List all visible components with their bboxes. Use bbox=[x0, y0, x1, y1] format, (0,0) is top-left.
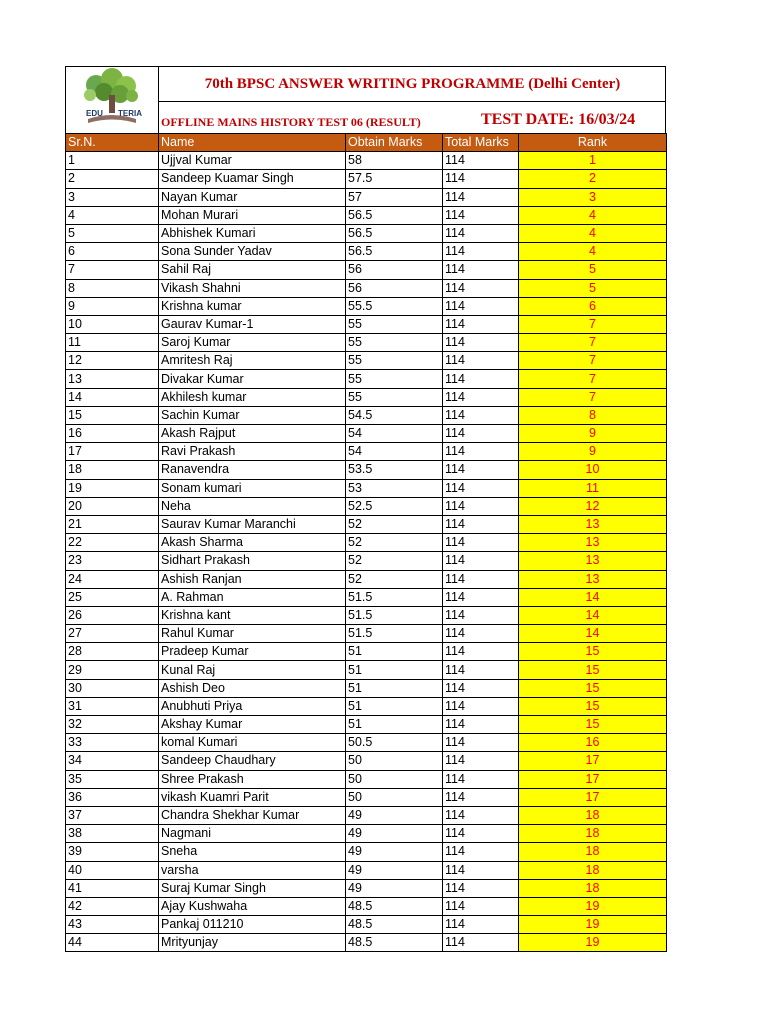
cell-srno: 6 bbox=[66, 243, 159, 261]
cell-total-marks: 114 bbox=[443, 697, 519, 715]
cell-rank: 18 bbox=[519, 825, 667, 843]
cell-total-marks: 114 bbox=[443, 806, 519, 824]
cell-obtain-marks: 50 bbox=[346, 788, 443, 806]
col-header-total-marks: Total Marks bbox=[443, 134, 519, 152]
cell-name: Pankaj 011210 bbox=[159, 916, 346, 934]
cell-rank: 19 bbox=[519, 916, 667, 934]
cell-obtain-marks: 52 bbox=[346, 570, 443, 588]
cell-srno: 24 bbox=[66, 570, 159, 588]
cell-total-marks: 114 bbox=[443, 788, 519, 806]
table-row bbox=[66, 861, 667, 879]
cell-total-marks: 114 bbox=[443, 279, 519, 297]
cell-rank: 11 bbox=[519, 479, 667, 497]
cell-obtain-marks: 50 bbox=[346, 752, 443, 770]
cell-rank: 4 bbox=[519, 243, 667, 261]
cell-obtain-marks: 48.5 bbox=[346, 934, 443, 952]
cell-obtain-marks: 55 bbox=[346, 352, 443, 370]
result-sheet bbox=[65, 66, 666, 952]
cell-rank: 14 bbox=[519, 588, 667, 606]
cell-srno: 32 bbox=[66, 716, 159, 734]
table-row bbox=[66, 170, 667, 188]
cell-obtain-marks: 55 bbox=[346, 370, 443, 388]
table-row bbox=[66, 388, 667, 406]
test-subtitle: OFFLINE MAINS HISTORY TEST 06 (RESULT) bbox=[161, 115, 421, 129]
table-row bbox=[66, 297, 667, 315]
cell-name: Amritesh Raj bbox=[159, 352, 346, 370]
cell-rank: 15 bbox=[519, 661, 667, 679]
cell-rank: 7 bbox=[519, 388, 667, 406]
cell-name: Neha bbox=[159, 497, 346, 515]
cell-name: Sachin Kumar bbox=[159, 406, 346, 424]
cell-total-marks: 114 bbox=[443, 461, 519, 479]
cell-rank: 18 bbox=[519, 879, 667, 897]
cell-rank: 14 bbox=[519, 606, 667, 624]
table-row bbox=[66, 661, 667, 679]
table-row bbox=[66, 679, 667, 697]
cell-rank: 18 bbox=[519, 806, 667, 824]
cell-total-marks: 114 bbox=[443, 243, 519, 261]
cell-name: A. Rahman bbox=[159, 588, 346, 606]
table-row bbox=[66, 843, 667, 861]
cell-srno: 40 bbox=[66, 861, 159, 879]
cell-name: Pradeep Kumar bbox=[159, 643, 346, 661]
cell-obtain-marks: 55 bbox=[346, 388, 443, 406]
cell-obtain-marks: 54 bbox=[346, 443, 443, 461]
cell-rank: 19 bbox=[519, 897, 667, 915]
cell-name: Ujjval Kumar bbox=[159, 152, 346, 170]
cell-total-marks: 114 bbox=[443, 515, 519, 533]
table-row bbox=[66, 406, 667, 424]
cell-total-marks: 114 bbox=[443, 879, 519, 897]
cell-total-marks: 114 bbox=[443, 625, 519, 643]
cell-name: Sandeep Kuamar Singh bbox=[159, 170, 346, 188]
cell-total-marks: 114 bbox=[443, 534, 519, 552]
cell-total-marks: 114 bbox=[443, 843, 519, 861]
cell-total-marks: 114 bbox=[443, 934, 519, 952]
cell-total-marks: 114 bbox=[443, 897, 519, 915]
cell-name: Abhishek Kumari bbox=[159, 224, 346, 242]
cell-rank: 6 bbox=[519, 297, 667, 315]
table-row bbox=[66, 206, 667, 224]
cell-name: Akshay Kumar bbox=[159, 716, 346, 734]
table-row bbox=[66, 697, 667, 715]
cell-srno: 18 bbox=[66, 461, 159, 479]
cell-total-marks: 114 bbox=[443, 388, 519, 406]
cell-total-marks: 114 bbox=[443, 224, 519, 242]
cell-name: Mohan Murari bbox=[159, 206, 346, 224]
cell-rank: 7 bbox=[519, 370, 667, 388]
cell-obtain-marks: 51.5 bbox=[346, 625, 443, 643]
cell-srno: 11 bbox=[66, 334, 159, 352]
cell-rank: 2 bbox=[519, 170, 667, 188]
cell-rank: 15 bbox=[519, 643, 667, 661]
cell-total-marks: 114 bbox=[443, 443, 519, 461]
table-row bbox=[66, 879, 667, 897]
table-row bbox=[66, 443, 667, 461]
results-table bbox=[65, 133, 667, 952]
table-row bbox=[66, 279, 667, 297]
svg-text:TERIA: TERIA bbox=[118, 109, 142, 118]
cell-rank: 13 bbox=[519, 552, 667, 570]
cell-total-marks: 114 bbox=[443, 716, 519, 734]
cell-total-marks: 114 bbox=[443, 261, 519, 279]
cell-name: Suraj Kumar Singh bbox=[159, 879, 346, 897]
table-row bbox=[66, 770, 667, 788]
cell-total-marks: 114 bbox=[443, 315, 519, 333]
cell-name: Shree Prakash bbox=[159, 770, 346, 788]
cell-name: Saurav Kumar Maranchi bbox=[159, 515, 346, 533]
cell-total-marks: 114 bbox=[443, 352, 519, 370]
table-row bbox=[66, 752, 667, 770]
cell-name: Ashish Deo bbox=[159, 679, 346, 697]
page-title: 70th BPSC ANSWER WRITING PROGRAMME (Delhi Center) bbox=[159, 67, 666, 102]
cell-name: Saroj Kumar bbox=[159, 334, 346, 352]
table-row bbox=[66, 261, 667, 279]
cell-name: Akash Sharma bbox=[159, 534, 346, 552]
cell-srno: 23 bbox=[66, 552, 159, 570]
cell-srno: 33 bbox=[66, 734, 159, 752]
table-row bbox=[66, 515, 667, 533]
cell-srno: 13 bbox=[66, 370, 159, 388]
cell-rank: 5 bbox=[519, 279, 667, 297]
cell-obtain-marks: 54 bbox=[346, 425, 443, 443]
cell-rank: 15 bbox=[519, 697, 667, 715]
table-row bbox=[66, 788, 667, 806]
cell-name: Gaurav Kumar-1 bbox=[159, 315, 346, 333]
cell-rank: 13 bbox=[519, 515, 667, 533]
table-row bbox=[66, 461, 667, 479]
cell-obtain-marks: 56.5 bbox=[346, 243, 443, 261]
cell-rank: 17 bbox=[519, 752, 667, 770]
cell-name: Ranavendra bbox=[159, 461, 346, 479]
cell-srno: 9 bbox=[66, 297, 159, 315]
cell-total-marks: 114 bbox=[443, 825, 519, 843]
cell-srno: 19 bbox=[66, 479, 159, 497]
cell-rank: 4 bbox=[519, 224, 667, 242]
col-header-rank: Rank bbox=[519, 134, 667, 152]
cell-srno: 17 bbox=[66, 443, 159, 461]
cell-obtain-marks: 58 bbox=[346, 152, 443, 170]
cell-srno: 27 bbox=[66, 625, 159, 643]
cell-total-marks: 114 bbox=[443, 588, 519, 606]
cell-total-marks: 114 bbox=[443, 770, 519, 788]
cell-total-marks: 114 bbox=[443, 425, 519, 443]
cell-name: Anubhuti Priya bbox=[159, 697, 346, 715]
cell-rank: 17 bbox=[519, 770, 667, 788]
cell-srno: 41 bbox=[66, 879, 159, 897]
cell-total-marks: 114 bbox=[443, 334, 519, 352]
test-date: TEST DATE: 16/03/24 bbox=[481, 111, 636, 128]
cell-obtain-marks: 56 bbox=[346, 279, 443, 297]
cell-total-marks: 114 bbox=[443, 606, 519, 624]
cell-name: Akhilesh kumar bbox=[159, 388, 346, 406]
table-row bbox=[66, 716, 667, 734]
cell-name: vikash Kuamri Parit bbox=[159, 788, 346, 806]
cell-name: Vikash Shahni bbox=[159, 279, 346, 297]
cell-obtain-marks: 55.5 bbox=[346, 297, 443, 315]
table-header-row bbox=[66, 134, 667, 152]
table-row bbox=[66, 643, 667, 661]
cell-srno: 7 bbox=[66, 261, 159, 279]
cell-srno: 43 bbox=[66, 916, 159, 934]
table-row bbox=[66, 479, 667, 497]
table-row bbox=[66, 243, 667, 261]
table-row bbox=[66, 224, 667, 242]
cell-srno: 35 bbox=[66, 770, 159, 788]
cell-rank: 1 bbox=[519, 152, 667, 170]
cell-srno: 34 bbox=[66, 752, 159, 770]
cell-name: Divakar Kumar bbox=[159, 370, 346, 388]
cell-name: Akash Rajput bbox=[159, 425, 346, 443]
cell-rank: 18 bbox=[519, 861, 667, 879]
cell-name: Sonam kumari bbox=[159, 479, 346, 497]
cell-srno: 38 bbox=[66, 825, 159, 843]
cell-name: Chandra Shekhar Kumar bbox=[159, 806, 346, 824]
cell-name: Sneha bbox=[159, 843, 346, 861]
cell-rank: 13 bbox=[519, 534, 667, 552]
table-row bbox=[66, 497, 667, 515]
cell-rank: 15 bbox=[519, 716, 667, 734]
table-row bbox=[66, 916, 667, 934]
cell-rank: 13 bbox=[519, 570, 667, 588]
cell-srno: 5 bbox=[66, 224, 159, 242]
table-row bbox=[66, 534, 667, 552]
cell-name: Sandeep Chaudhary bbox=[159, 752, 346, 770]
cell-rank: 16 bbox=[519, 734, 667, 752]
cell-obtain-marks: 57.5 bbox=[346, 170, 443, 188]
cell-name: Kunal Raj bbox=[159, 661, 346, 679]
cell-name: Sona Sunder Yadav bbox=[159, 243, 346, 261]
cell-srno: 39 bbox=[66, 843, 159, 861]
col-header-obtain-marks: Obtain Marks bbox=[346, 134, 443, 152]
cell-rank: 3 bbox=[519, 188, 667, 206]
cell-obtain-marks: 49 bbox=[346, 825, 443, 843]
cell-rank: 7 bbox=[519, 352, 667, 370]
table-row bbox=[66, 188, 667, 206]
col-header-srno: Sr.N. bbox=[66, 134, 159, 152]
cell-obtain-marks: 49 bbox=[346, 806, 443, 824]
cell-obtain-marks: 54.5 bbox=[346, 406, 443, 424]
cell-rank: 7 bbox=[519, 315, 667, 333]
cell-rank: 9 bbox=[519, 443, 667, 461]
logo-cell bbox=[66, 67, 159, 133]
cell-name: varsha bbox=[159, 861, 346, 879]
table-row bbox=[66, 334, 667, 352]
cell-rank: 7 bbox=[519, 334, 667, 352]
cell-obtain-marks: 52 bbox=[346, 515, 443, 533]
cell-srno: 2 bbox=[66, 170, 159, 188]
table-row bbox=[66, 934, 667, 952]
cell-total-marks: 114 bbox=[443, 170, 519, 188]
table-row bbox=[66, 625, 667, 643]
cell-rank: 8 bbox=[519, 406, 667, 424]
cell-obtain-marks: 53.5 bbox=[346, 461, 443, 479]
cell-total-marks: 114 bbox=[443, 861, 519, 879]
cell-obtain-marks: 51 bbox=[346, 679, 443, 697]
cell-srno: 30 bbox=[66, 679, 159, 697]
cell-name: komal Kumari bbox=[159, 734, 346, 752]
cell-obtain-marks: 51 bbox=[346, 643, 443, 661]
cell-total-marks: 114 bbox=[443, 497, 519, 515]
cell-srno: 36 bbox=[66, 788, 159, 806]
cell-total-marks: 114 bbox=[443, 370, 519, 388]
cell-rank: 14 bbox=[519, 625, 667, 643]
cell-name: Ashish Ranjan bbox=[159, 570, 346, 588]
cell-total-marks: 114 bbox=[443, 206, 519, 224]
cell-obtain-marks: 51 bbox=[346, 697, 443, 715]
cell-srno: 26 bbox=[66, 606, 159, 624]
cell-srno: 4 bbox=[66, 206, 159, 224]
cell-name: Ravi Prakash bbox=[159, 443, 346, 461]
cell-name: Sahil Raj bbox=[159, 261, 346, 279]
cell-obtain-marks: 57 bbox=[346, 188, 443, 206]
cell-obtain-marks: 56 bbox=[346, 261, 443, 279]
table-row bbox=[66, 370, 667, 388]
table-row bbox=[66, 606, 667, 624]
cell-rank: 5 bbox=[519, 261, 667, 279]
cell-srno: 29 bbox=[66, 661, 159, 679]
cell-srno: 25 bbox=[66, 588, 159, 606]
table-row bbox=[66, 734, 667, 752]
cell-obtain-marks: 51 bbox=[346, 661, 443, 679]
cell-obtain-marks: 53 bbox=[346, 479, 443, 497]
cell-name: Ajay Kushwaha bbox=[159, 897, 346, 915]
cell-srno: 15 bbox=[66, 406, 159, 424]
cell-srno: 10 bbox=[66, 315, 159, 333]
cell-srno: 8 bbox=[66, 279, 159, 297]
cell-total-marks: 114 bbox=[443, 752, 519, 770]
cell-obtain-marks: 50 bbox=[346, 770, 443, 788]
cell-obtain-marks: 51.5 bbox=[346, 588, 443, 606]
cell-total-marks: 114 bbox=[443, 916, 519, 934]
table-row bbox=[66, 825, 667, 843]
cell-srno: 44 bbox=[66, 934, 159, 952]
cell-name: Krishna kumar bbox=[159, 297, 346, 315]
table-row bbox=[66, 315, 667, 333]
sheet-header bbox=[65, 66, 666, 133]
table-row bbox=[66, 806, 667, 824]
cell-obtain-marks: 55 bbox=[346, 334, 443, 352]
cell-srno: 1 bbox=[66, 152, 159, 170]
cell-obtain-marks: 50.5 bbox=[346, 734, 443, 752]
cell-total-marks: 114 bbox=[443, 570, 519, 588]
cell-srno: 37 bbox=[66, 806, 159, 824]
table-row bbox=[66, 352, 667, 370]
cell-srno: 12 bbox=[66, 352, 159, 370]
table-body bbox=[66, 152, 667, 952]
cell-rank: 12 bbox=[519, 497, 667, 515]
cell-srno: 20 bbox=[66, 497, 159, 515]
cell-srno: 14 bbox=[66, 388, 159, 406]
cell-name: Krishna kant bbox=[159, 606, 346, 624]
cell-total-marks: 114 bbox=[443, 643, 519, 661]
cell-total-marks: 114 bbox=[443, 552, 519, 570]
cell-obtain-marks: 49 bbox=[346, 879, 443, 897]
cell-rank: 4 bbox=[519, 206, 667, 224]
cell-rank: 10 bbox=[519, 461, 667, 479]
cell-name: Nayan Kumar bbox=[159, 188, 346, 206]
cell-obtain-marks: 48.5 bbox=[346, 897, 443, 915]
table-row bbox=[66, 897, 667, 915]
cell-total-marks: 114 bbox=[443, 152, 519, 170]
table-row bbox=[66, 588, 667, 606]
cell-name: Sidhart Prakash bbox=[159, 552, 346, 570]
cell-total-marks: 114 bbox=[443, 188, 519, 206]
cell-srno: 31 bbox=[66, 697, 159, 715]
cell-obtain-marks: 56.5 bbox=[346, 206, 443, 224]
cell-obtain-marks: 55 bbox=[346, 315, 443, 333]
cell-obtain-marks: 49 bbox=[346, 861, 443, 879]
table-row bbox=[66, 425, 667, 443]
cell-rank: 15 bbox=[519, 679, 667, 697]
cell-rank: 9 bbox=[519, 425, 667, 443]
cell-total-marks: 114 bbox=[443, 479, 519, 497]
cell-srno: 22 bbox=[66, 534, 159, 552]
table-row bbox=[66, 552, 667, 570]
svg-text:EDU: EDU bbox=[86, 109, 103, 118]
cell-srno: 16 bbox=[66, 425, 159, 443]
cell-obtain-marks: 52 bbox=[346, 534, 443, 552]
cell-obtain-marks: 51.5 bbox=[346, 606, 443, 624]
cell-name: Mrityunjay bbox=[159, 934, 346, 952]
cell-name: Rahul Kumar bbox=[159, 625, 346, 643]
cell-rank: 19 bbox=[519, 934, 667, 952]
eduteria-logo bbox=[66, 67, 158, 133]
cell-obtain-marks: 56.5 bbox=[346, 224, 443, 242]
cell-total-marks: 114 bbox=[443, 734, 519, 752]
cell-total-marks: 114 bbox=[443, 679, 519, 697]
cell-total-marks: 114 bbox=[443, 661, 519, 679]
cell-obtain-marks: 52.5 bbox=[346, 497, 443, 515]
cell-srno: 21 bbox=[66, 515, 159, 533]
cell-total-marks: 114 bbox=[443, 297, 519, 315]
cell-rank: 18 bbox=[519, 843, 667, 861]
cell-srno: 42 bbox=[66, 897, 159, 915]
col-header-name: Name bbox=[159, 134, 346, 152]
cell-obtain-marks: 51 bbox=[346, 716, 443, 734]
cell-srno: 28 bbox=[66, 643, 159, 661]
table-row bbox=[66, 570, 667, 588]
cell-srno: 3 bbox=[66, 188, 159, 206]
cell-total-marks: 114 bbox=[443, 406, 519, 424]
cell-name: Nagmani bbox=[159, 825, 346, 843]
table-row bbox=[66, 152, 667, 170]
cell-obtain-marks: 52 bbox=[346, 552, 443, 570]
cell-obtain-marks: 49 bbox=[346, 843, 443, 861]
cell-obtain-marks: 48.5 bbox=[346, 916, 443, 934]
cell-rank: 17 bbox=[519, 788, 667, 806]
